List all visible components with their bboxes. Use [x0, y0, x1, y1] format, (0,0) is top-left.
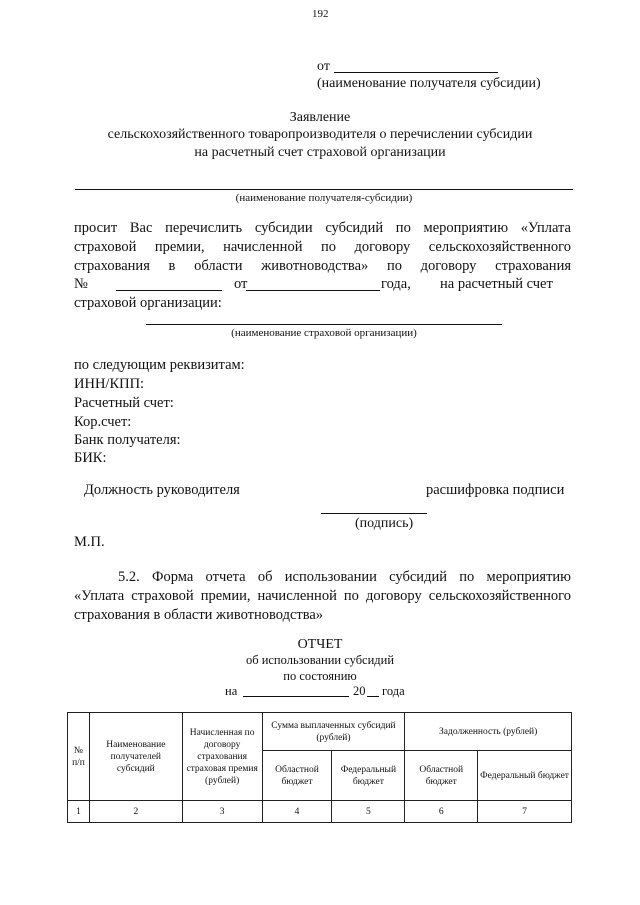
column-number: 3 [182, 801, 262, 823]
contract-date-line [246, 290, 380, 291]
recipient-name-line [75, 189, 573, 190]
header-paid-federal: Федеральный бюджет [332, 751, 405, 801]
report-title: ОТЧЕТ [297, 637, 343, 652]
report-state: по состоянию [283, 669, 357, 683]
recipient-name-caption: (наименование получателя-субсидии) [235, 192, 413, 204]
insurer-name-caption: (наименование страховой организации) [231, 327, 417, 339]
body-line-1: просит Вас перечислить субсидии субсидий по мероприятию «Уплата [74, 220, 571, 236]
requisite-corr-account: Кор.счет: [74, 414, 132, 430]
column-number: 6 [405, 801, 478, 823]
contract-from-label: от [234, 276, 248, 292]
column-number: 7 [478, 801, 572, 823]
report-date-year: 20 [353, 684, 366, 698]
document-title-line3: на расчетный счет страховой организации [194, 145, 446, 160]
column-number: 4 [262, 801, 332, 823]
contract-year-label: года, [381, 276, 411, 292]
decode-signature-label: расшифровка подписи [426, 482, 565, 498]
body-line-3: страхования в области животноводства» по договору страхования [74, 258, 571, 274]
report-table [67, 712, 572, 823]
report-date-prefix: на [225, 684, 238, 698]
requisite-bik: БИК: [74, 450, 107, 466]
report-subtitle: об использовании субсидий [245, 653, 395, 667]
header-debt: Задолженность (рублей) [405, 713, 572, 751]
document-title: Заявление [289, 110, 351, 125]
position-label: Должность руководителя [84, 482, 240, 498]
section-line-1: 5.2. Форма отчета об использовании субсидий по мероприятию [118, 569, 571, 585]
recipient-caption: (наименование получателя субсидии) [317, 76, 541, 91]
header-premium: Начисленная по договору страхования страховая премия (рублей) [182, 713, 262, 801]
account-label: на расчетный счет [440, 276, 553, 292]
section-line-3: страхования в области животноводства» [74, 607, 324, 623]
requisite-bank: Банк получателя: [74, 432, 181, 448]
signature-line [321, 513, 427, 514]
header-num: № п/п [68, 713, 90, 801]
insurer-label: страховой организации: [74, 295, 222, 311]
header-recipient-name: Наименование получателей субсидий [89, 713, 182, 801]
report-year-line [367, 696, 379, 697]
insurer-name-line [146, 324, 502, 325]
header-debt-federal: Федеральный бюджет [478, 751, 572, 801]
page-number: 192 [312, 8, 329, 20]
contract-number-line [116, 290, 222, 291]
from-label: от [317, 59, 330, 74]
column-number-row [68, 801, 572, 823]
document-title-line2: сельскохозяйственного товаропроизводителя о перечислении субсидии [107, 127, 533, 142]
requisite-account: Расчетный счет: [74, 395, 174, 411]
column-number: 5 [332, 801, 405, 823]
section-line-2: «Уплата страховой премии, начисленной по договору сельскохозяйственного [74, 588, 571, 604]
signature-caption: (подпись) [355, 516, 414, 531]
column-number: 1 [68, 801, 90, 823]
body-line-2: страховой премии, начисленной по договору сельскохозяйственного [74, 239, 571, 255]
seal-label: М.П. [74, 534, 105, 550]
report-date-line [243, 696, 349, 697]
requisite-inn-kpp: ИНН/КПП: [74, 376, 145, 392]
header-paid-subsidies: Сумма выплаченных субсидий (рублей) [262, 713, 405, 751]
contract-number-label: № [74, 276, 88, 292]
header-paid-regional: Областной бюджет [262, 751, 332, 801]
header-debt-regional: Областной бюджет [405, 751, 478, 801]
column-number: 2 [89, 801, 182, 823]
report-date-suffix: года [382, 684, 405, 698]
requisites-intro: по следующим реквизитам: [74, 357, 245, 373]
recipient-line [334, 72, 498, 73]
